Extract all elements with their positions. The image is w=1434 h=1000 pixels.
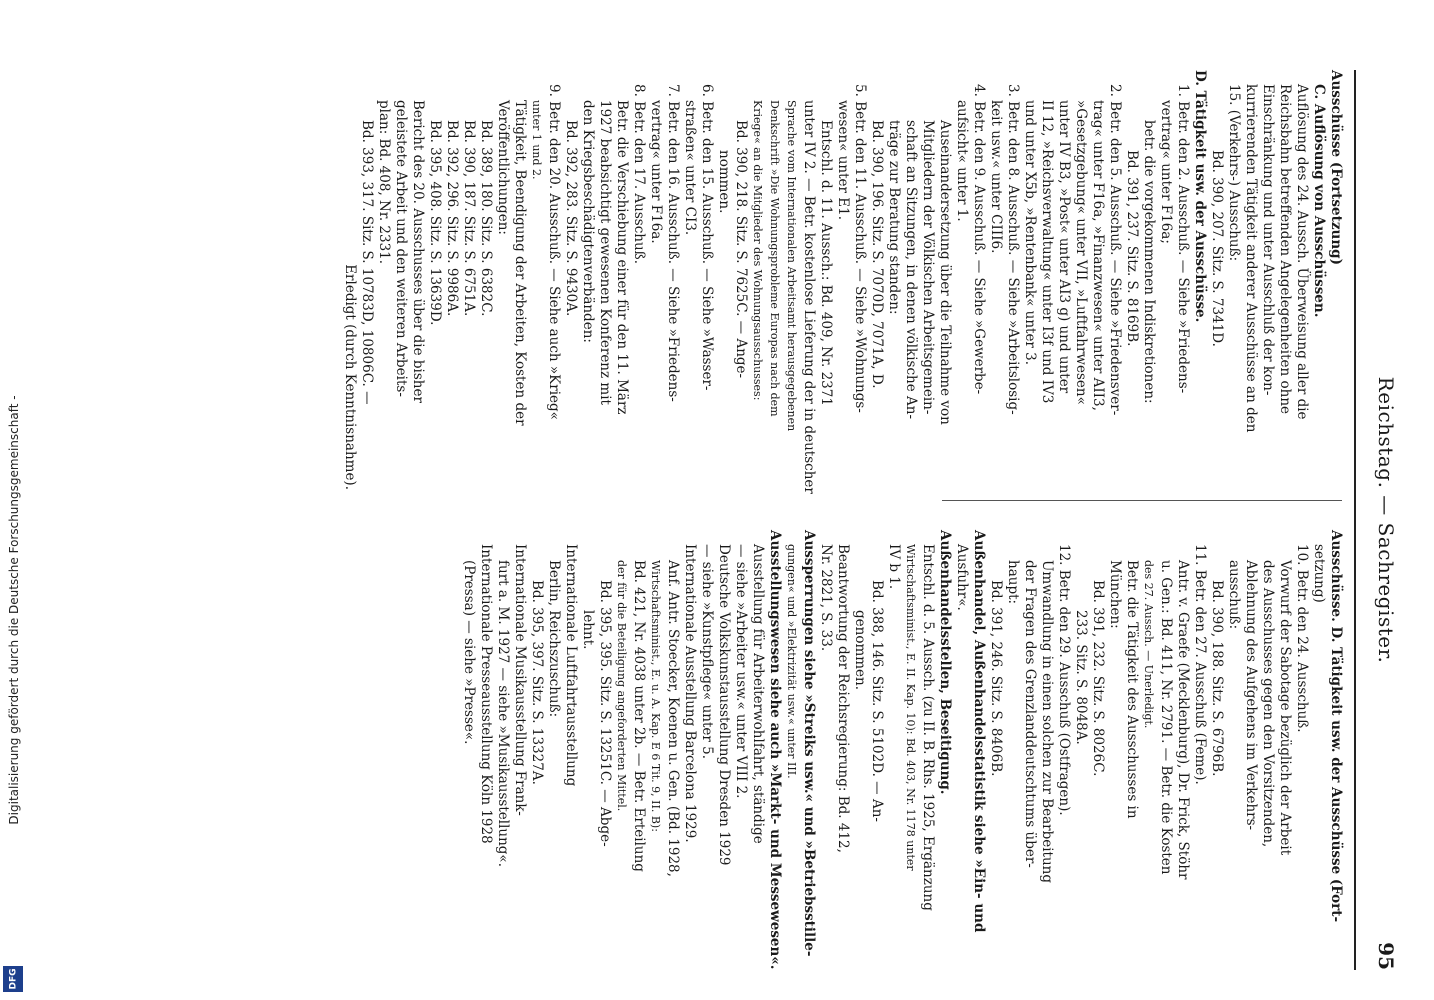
text-line: genommen. <box>852 610 868 691</box>
text-line: des 27. Aussch. — Unerledigt. <box>1142 560 1155 729</box>
text-line: Außenhandelsstellen, Beseitigung. <box>937 530 953 795</box>
text-line: Bd. 395, 397. Sitz. S. 13327A. <box>529 580 545 785</box>
register-page <box>100 0 1434 1000</box>
text-line: 7. Betr. den 16. Ausschuß. — Siehe »Friedens- <box>665 84 681 402</box>
text-line: Einschränkung und unter Ausschluß der kon- <box>1260 84 1276 396</box>
text-line: Erledigt (durch Kenntnisnahme). <box>342 264 358 490</box>
text-line: Ausfuhr«. <box>954 544 970 611</box>
text-line: trag« unter F16a, »Finanzwesen« unter AII3, <box>1090 100 1106 411</box>
text-line: IV b 1. <box>886 544 902 590</box>
text-line: 9. Betr. den 20. Ausschuß. — Siehe auch »Krieg« <box>546 84 562 420</box>
text-line: 3. Betr. den 8. Ausschuß. — Siehe »Arbeitslosig- <box>1005 84 1021 415</box>
text-line: Antr. v. Graefe (Mecklenburg), Dr. Frick, Stöhr <box>1175 560 1191 880</box>
text-line: Beantwortung der Reichsregierung: Bd. 412, <box>835 544 851 853</box>
text-line: vertrag« unter F16a; <box>1158 100 1174 244</box>
text-line: der Fragen des Grenzlanddeutschtums über- <box>1022 560 1038 868</box>
text-line: 12. Betr. den 29. Ausschuß (Ostfragen). <box>1056 544 1072 816</box>
text-line: des Ausschusses gegen den Vorsitzenden, <box>1260 560 1276 848</box>
text-line: betr. die vorgekommenen Indiskretionen: <box>1141 120 1157 404</box>
text-line: Kriege« an die Mitglieder des Wohnungsausschusses: <box>751 100 764 401</box>
text-line: Tätigkeit, Beendigung der Arbeiten, Kosten der <box>512 100 528 426</box>
text-line: Umwandlung in einen solchen zur Bearbeitung <box>1039 560 1055 884</box>
text-line: Bd. 390, 187. Sitz. S. 6751A. <box>461 120 477 317</box>
text-line: Auflösung des 24. Aussch. Überweisung aller die <box>1294 84 1310 420</box>
text-line: Bd. 421, Nr. 4038 unter 2b. — Betr. Erteilung <box>631 560 647 872</box>
text-line: u. Gen.: Bd. 411, Nr. 2791. — Betr. die Kosten <box>1158 560 1174 875</box>
text-line: Berlin, Reichszuschuß: <box>546 560 562 718</box>
text-line: träge zur Beratung standen: <box>886 120 902 315</box>
page-title: Reichstag. — Sachregister. <box>1374 376 1398 664</box>
text-line: furt a. M. 1927 — siehe »Musikausstellung«. <box>495 560 511 867</box>
text-line: nommen. <box>716 150 732 214</box>
text-line: straßen« unter CI3. <box>682 100 698 236</box>
text-line: und unter X5b, »Rentenbank« unter 3. <box>1022 100 1038 366</box>
text-line: Betr. die Tätigkeit des Ausschusses in <box>1124 560 1140 819</box>
text-line: schaft an Sitzungen, in denen völkische An- <box>903 120 919 420</box>
text-line: D. Tätigkeit usw. der Ausschüsse. <box>1192 70 1208 323</box>
text-line: Bd. 391, 237. Sitz. S. 8169B. <box>1124 150 1140 347</box>
text-line: Außenhandel, Außenhandelsstatistik siehe »Ein- und <box>971 530 987 933</box>
text-line: Bd. 388, 146. Sitz. S. 5102D. — An- <box>869 580 885 822</box>
column-second <box>460 530 1344 970</box>
text-line: 6. Betr. den 15. Ausschuß. — Siehe »Wasser- <box>699 84 715 391</box>
text-line: 15. (Verkehrs-) Ausschuß: <box>1226 84 1242 262</box>
text-line: den Kriegsbeschädigtenverbänden: <box>580 100 596 343</box>
text-line: keit usw.« unter CIII6. <box>988 100 1004 254</box>
text-line: Bd. 395, 395. Sitz. S. 13251C. — Abge- <box>597 580 613 847</box>
text-line: Ausschüsse (Fortsetzung) <box>1328 70 1344 265</box>
digitization-credit: Digitalisierung gefördert durch die Deutsche Forschungsgemeinschaft - <box>7 395 21 825</box>
column-first <box>341 70 1344 494</box>
text-line: Vorwurf der Sabotage bezüglich der Arbeit <box>1277 560 1293 856</box>
text-line: wesen« unter E1. <box>835 100 851 220</box>
page-number: 95 <box>1374 942 1398 970</box>
text-line: Bd. 392, 296. Sitz. S. 9986A. <box>444 120 460 317</box>
text-line: kurrierenden Tätigkeit anderer Ausschüsse an den <box>1243 84 1259 433</box>
text-line: Ablehnung des Aufgehens im Verkehrs- <box>1243 560 1259 831</box>
text-line: Bd. 393, 317. Sitz. S. 10783D, 10806C. — <box>359 120 375 405</box>
text-line: Ausschüsse. D. Tätigkeit usw. der Ausschüsse (Fort- <box>1328 530 1344 923</box>
text-line: Internationale Musikausstellung Frank- <box>512 544 528 816</box>
text-line: 4. Betr. den 9. Ausschuß. — Siehe »Gewerbe- <box>971 84 987 395</box>
text-line: setzung) <box>1311 544 1327 603</box>
text-line: Internationale Presseausstellung Köln 1928 <box>478 544 494 844</box>
text-line: Reichsbahn betreffenden Angelegenheiten ohne <box>1277 84 1293 415</box>
text-line: 11. Betr. den 27. Ausschuß (Feme). <box>1192 544 1208 785</box>
text-line: haupt: <box>1005 560 1021 605</box>
text-line: Bericht des 20. Ausschusses über die bisher <box>410 100 426 403</box>
text-line: Veröffentlichungen: <box>495 100 511 235</box>
text-line: Bd. 391, 246. Sitz. S. 8406B. <box>988 580 1004 777</box>
page-header <box>1368 70 1400 970</box>
text-line: Bd. 390, 218. Sitz. S. 7625C. — Ange- <box>733 120 749 379</box>
text-line: der für die Beteiligung angeforderten Mittel. <box>615 560 628 812</box>
text-line: Bd. 391, 232. Sitz. S. 8026C. <box>1090 580 1106 777</box>
text-line: aufsicht« unter 1. <box>954 100 970 222</box>
text-line: unter 1 und 2. <box>530 100 543 180</box>
text-line: München: <box>1107 560 1123 629</box>
text-line: 1927 beabsichtigt gewesenen Konferenz mit <box>597 100 613 405</box>
text-line: Bd. 389, 180. Sitz. S. 6382C. <box>478 120 494 317</box>
text-line: vertrag« unter F16a. <box>648 100 664 244</box>
text-line: Nr. 2821, S. 33. <box>818 544 834 652</box>
text-line: Deutsche Volkskunstausstellung Dresden 1929 <box>716 544 732 866</box>
column-divider <box>942 500 1342 501</box>
text-line: Bd. 395, 408. Sitz. S. 13639D. <box>427 120 443 326</box>
text-line: Internationale Ausstellung Barcelona 1929. <box>682 544 698 843</box>
text-line: 2. Betr. den 5. Ausschuß. — Siehe »Friedensver- <box>1107 84 1123 416</box>
text-line: Mitgliedern der Völkischen Arbeitsgemein- <box>920 120 936 415</box>
text-line: C. Auflösung von Ausschüssen. <box>1311 84 1327 318</box>
text-line: ausschuß: <box>1226 560 1242 630</box>
text-line: Denkschrift »Die Wohnungsprobleme Europas nach dem <box>768 100 781 417</box>
text-line: Ausstellungswesen siehe auch »Markt- und Messewesen«. <box>767 530 783 970</box>
text-line: Bd. 390, 196. Sitz. S. 7070D, 7071A, D. <box>869 120 885 389</box>
text-line: Bd. 390, 207. Sitz. S. 7341D. <box>1209 150 1225 347</box>
text-line: (Pressa) — siehe »Presse«. <box>461 560 477 745</box>
text-line: Bd. 390, 188. Sitz. S. 6796B. <box>1209 580 1225 777</box>
text-line: Entschl. d. 5. Aussch. (zu II. B. Rhs. 1925, Ergänzung <box>920 544 936 911</box>
text-line: Bd. 392, 283. Sitz. S. 9430A. <box>563 120 579 317</box>
text-line: II 12, »Reichsverwaltung« unter I3f und IV3 <box>1039 100 1055 404</box>
text-line: gungen« und »Elektrizität usw.« unter III. <box>785 544 798 779</box>
text-line: unter IV 2. — Betr. kostenlose Lieferung der in deutscher <box>801 100 817 494</box>
text-line: Sprache vom Internationalen Arbeitsamt herausgegebenen <box>785 100 798 432</box>
footer-strip <box>0 0 28 1000</box>
text-line: Internationale Luftfahrtausstellung <box>563 544 579 787</box>
text-line: unter IV B3, »Post« unter AI3 g) und unter <box>1056 100 1072 394</box>
text-line: 1. Betr. den 2. Ausschuß. — Siehe »Friedens- <box>1175 84 1191 394</box>
text-line: — siehe »Arbeiter usw.« unter VIII 2. <box>733 544 749 799</box>
text-line: — siehe »Kunstpflege« unter 5. <box>699 544 715 760</box>
text-line: 5. Betr. den 11. Ausschuß. — Siehe »Wohnungs- <box>852 84 868 413</box>
text-line: lehnt. <box>580 610 596 650</box>
header-rule <box>1354 70 1356 970</box>
text-line: Wirtschaftsminist., E. II. Kap. 10): Bd. 403, Nr. 1178 unter <box>904 544 917 871</box>
text-line: Auseinandersetzung über die Teilnahme von <box>937 120 953 425</box>
text-line: 10. Betr. den 24. Ausschuß. <box>1294 544 1310 733</box>
text-line: 233. Sitz. S. 8048A. <box>1073 610 1089 745</box>
text-line: Anf. Antr. Stoecker, Koenen u. Gen. (Bd. 1928, <box>665 560 681 877</box>
text-line: 8. Betr. den 17. Ausschuß. <box>631 84 647 264</box>
text-line: Betr. die Verschiebung einer für den 11. März <box>614 100 630 415</box>
text-line: Entschl. d. 11. Aussch.: Bd. 409, Nr. 2371 <box>818 120 834 406</box>
dfg-logo-icon: DFG <box>3 966 23 992</box>
text-line: Wirtschaftsminist., E. u. A. Kap. E 6 Tit. 9, II. B): <box>649 560 662 832</box>
text-line: Aussperrungen siehe »Streiks usw.« und »Betriebsstille- <box>801 530 817 957</box>
text-line: »Gesetzgebung« unter VII, »Luftfahrwesen« <box>1073 100 1089 405</box>
text-line: Ausstellung für Arbeiterwohlfahrt, ständige <box>750 544 766 844</box>
text-line: geleistete Arbeit und den weiteren Arbeits- <box>393 100 409 397</box>
text-line: plan: Bd. 408, Nr. 2331. <box>376 100 392 265</box>
